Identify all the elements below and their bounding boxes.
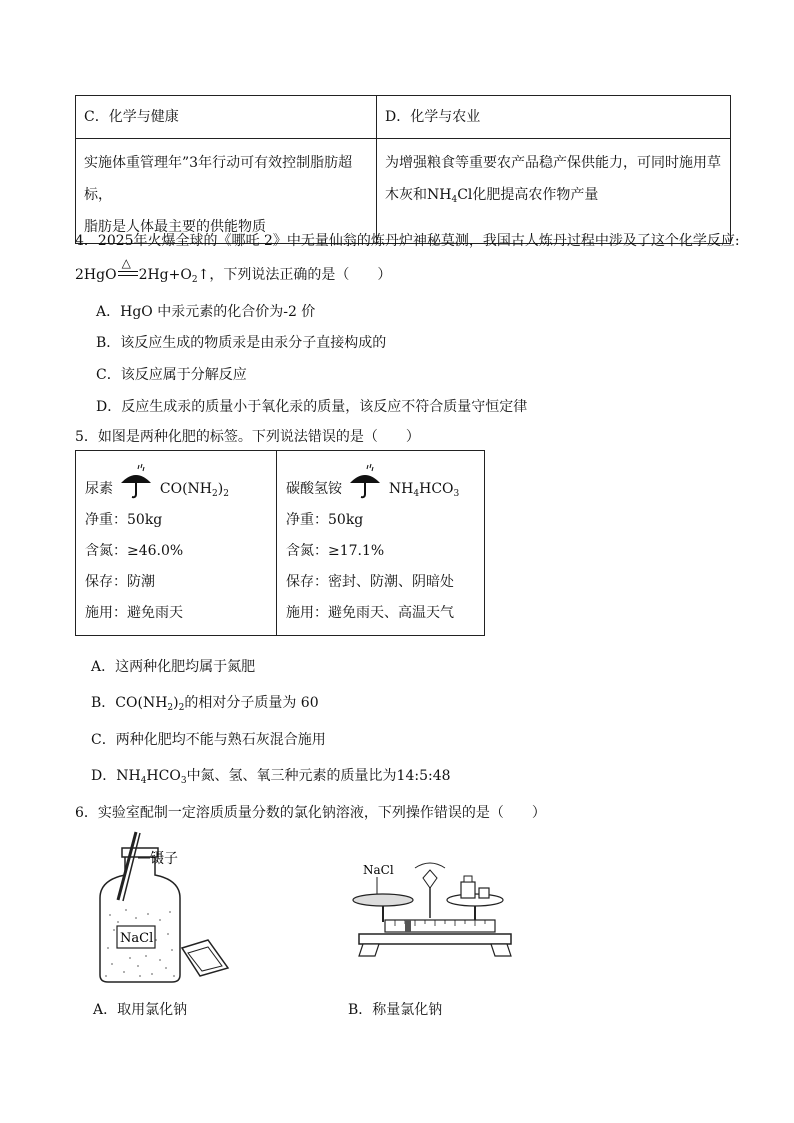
cell-d-header: D．化学与农业 bbox=[377, 96, 731, 139]
figure-b-caption: B．称量氯化钠 bbox=[348, 1002, 443, 1018]
fertilizer-labels bbox=[75, 450, 485, 636]
figure-a-reagent-jar bbox=[90, 830, 240, 990]
q4-option-d: D．反应生成汞的质量小于氧化汞的质量，该反应不符合质量守恒定律 bbox=[96, 399, 528, 415]
nh4hco3-row-usage: 施用：避免雨天、高温天气 bbox=[286, 605, 454, 621]
urea-row-storage: 保存：防潮 bbox=[85, 574, 155, 590]
c-body-line-2: 脂肪是人体最主要的供能物质 bbox=[84, 219, 266, 235]
d-body-line-2: 木灰和$NH_4Cl$化肥提高农作物产量 bbox=[385, 187, 599, 205]
cell-c-body bbox=[76, 139, 377, 244]
q4-option-a: A．HgO 中汞元素的化合价为-2 价 bbox=[96, 304, 316, 320]
nh4hco3-header: 碳酸氢铵 $NH_4HCO_3$ bbox=[286, 463, 475, 505]
q4-option-b: B．该反应生成的物质汞是由汞分子直接构成的 bbox=[96, 335, 387, 351]
q6-stem: 6．实验室配制一定溶质质量分数的氯化钠溶液，下列操作错误的是（ ） bbox=[75, 805, 546, 821]
cell-d-body bbox=[377, 139, 731, 244]
q5-option-a: A．这两种化肥均属于氮肥 bbox=[91, 659, 256, 675]
q5-option-c: C．两种化肥均不能与熟石灰混合施用 bbox=[91, 732, 326, 748]
jar-label-text: NaCl bbox=[120, 931, 154, 946]
heat-condition: △ bbox=[121, 256, 131, 270]
figure-b-balance bbox=[345, 860, 525, 960]
q5-option-b: B．$CO(NH_2)_2$的相对分子质量为 60 bbox=[91, 695, 319, 713]
nh4hco3-row-storage: 保存：密封、防潮、阴暗处 bbox=[286, 574, 454, 590]
tweezers-callout: 镊子 bbox=[150, 851, 178, 867]
urea-row-nitrogen: 含氮：≥46.0% bbox=[85, 543, 184, 559]
c-body-line-1: 实施体重管理年”3年行动可有效控制脂肪超标， bbox=[84, 155, 353, 203]
label-ammonium-bicarbonate bbox=[277, 451, 485, 636]
q5-stem: 5．如图是两种化肥的标签。下列说法错误的是（ ） bbox=[75, 429, 420, 445]
q5-option-d: D．$NH_4HCO_3$中氮、氢、氧三种元素的质量比为14:5:48 bbox=[91, 768, 451, 786]
cell-c-header: C．化学与健康 bbox=[76, 96, 377, 139]
nh4hco3-row-weight: 净重：50kg bbox=[286, 512, 364, 528]
topic-table bbox=[75, 95, 731, 244]
urea-row-weight: 净重：50kg bbox=[85, 512, 163, 528]
q4-equation: 2HgO △ $2Hg+O_2↑$，下列说法正确的是（ ） bbox=[75, 256, 392, 285]
urea-header: 尿素 $CO(NH_2)_2$ bbox=[85, 463, 267, 505]
pan-label-text: NaCl bbox=[363, 863, 394, 877]
d-body-line-1: 为增强粮食等重要农产品稳产保供能力，可同时施用草 bbox=[385, 155, 721, 171]
urea-row-usage: 施用：避免雨天 bbox=[85, 605, 183, 621]
nh4hco3-row-nitrogen: 含氮：≥17.1% bbox=[286, 543, 385, 559]
figure-a-caption: A．取用氯化钠 bbox=[93, 1002, 188, 1018]
q4-stem: 4．2025年火爆全球的《哪吒 2》中无量仙翁的炼丹炉神秘莫测，我国古人炼丹过程中涉及了这个化学反应: bbox=[75, 233, 740, 249]
label-urea bbox=[76, 451, 277, 636]
q4-option-c: C．该反应属于分解反应 bbox=[96, 367, 247, 383]
